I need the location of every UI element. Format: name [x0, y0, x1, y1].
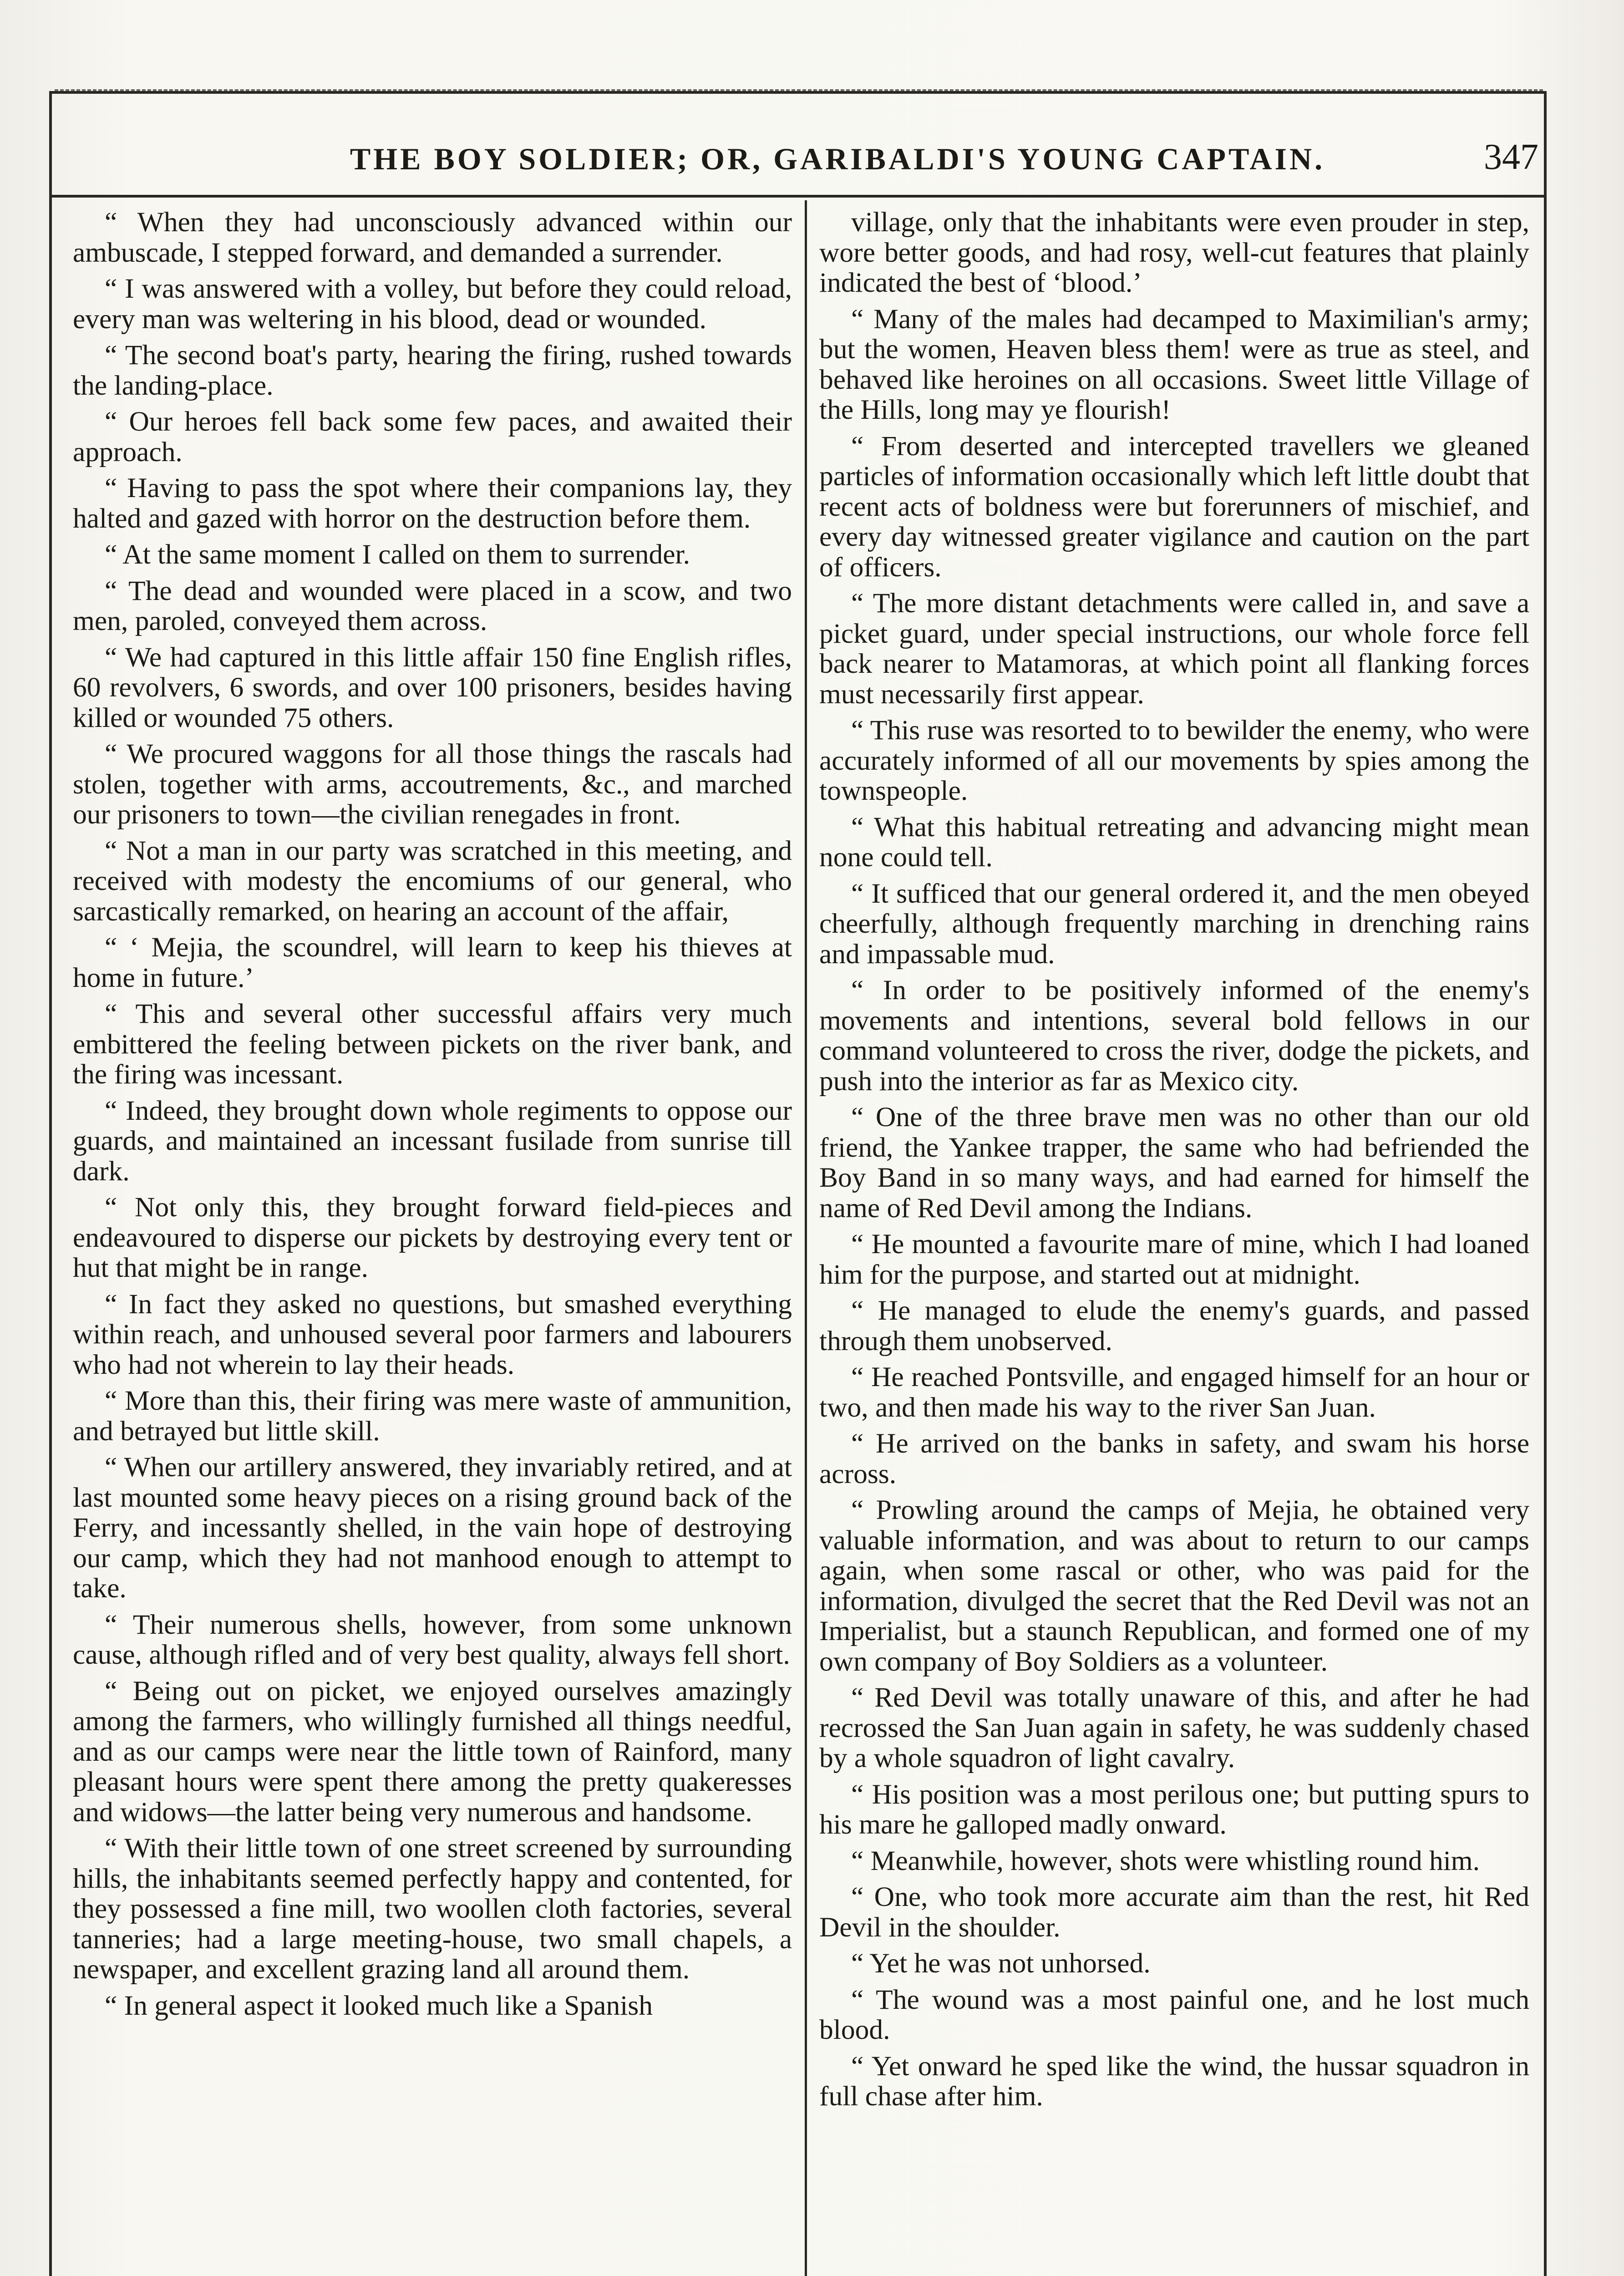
paragraph: “ In order to be positively informed of the enemy's movements and intentions, several bold fellows in our command volunteered to cross the river, dodge the pickets, and push into the interior as far as Mexico city.: [819, 975, 1529, 1097]
paragraph: “ We had captured in this little affair 150 fine English rifles, 60 revolvers, 6 swords, and over 100 prisoners, besides having killed or wounded 75 others.: [73, 641, 792, 733]
paragraph: “ Prowling around the camps of Mejia, he obtained very valuable information, and was about to return to our camps again, when some rascal or other, who was paid for the information, divulged the secret that the Red Devil was not an Imperialist, but a staunch Republican, and formed one of my own company of Boy Soldiers as a volunteer.: [819, 1494, 1529, 1677]
running-title: THE BOY SOLDIER; OR, GARIBALDI'S YOUNG CAPTAIN.: [350, 142, 1325, 176]
paragraph: “ This ruse was resorted to to bewilder the enemy, who were accurately informed of all our movements by spies among the townspeople.: [819, 715, 1529, 806]
page-number: 347: [1484, 137, 1538, 177]
paragraph: “ We procured waggons for all those things the rascals had stolen, together with arms, accoutrements, &c., and marched our prisoners to town—the civilian renegades in front.: [73, 738, 792, 830]
column-divider: [805, 200, 807, 2276]
paragraph: “ The second boat's party, hearing the firing, rushed towards the landing-place.: [73, 340, 792, 401]
paragraph: “ Indeed, they brought down whole regiments to oppose our guards, and maintained an incessant fusilade from sunrise till dark.: [73, 1095, 792, 1187]
left-text-column: [73, 207, 792, 2276]
paragraph: “ ‘ Mejia, the scoundrel, will learn to keep his thieves at home in future.’: [73, 932, 792, 993]
paragraph: village, only that the inhabitants were even prouder in step, wore better goods, and had rosy, well-cut features that plainly indicated the best of ‘blood.’: [819, 207, 1529, 298]
paragraph: “ Yet onward he sped like the wind, the hussar squadron in full chase after him.: [819, 2050, 1529, 2112]
paragraph: “ In general aspect it looked much like a Spanish: [105, 1990, 653, 2021]
paragraph: “ He managed to elude the enemy's guards, and passed through them unobserved.: [819, 1295, 1529, 1356]
paragraph: “ From deserted and intercepted travellers we gleaned particles of information occasionally which left little doubt that recent acts of boldness were but forerunners of mischief, and every day witnessed greater vigilance and caution on the part of officers.: [819, 430, 1529, 583]
paragraph: “ What this habitual retreating and advancing might mean none could tell.: [819, 811, 1529, 873]
page-header: [55, 137, 1543, 187]
paragraph: “ In fact they asked no questions, but smashed everything within reach, and unhoused several poor farmers and labourers who had not wherein to lay their heads.: [73, 1288, 792, 1380]
paragraph: “ With their little town of one street screened by surrounding hills, the inhabitants seemed perfectly happy and contented, for they possessed a fine mill, two woollen cloth factories, several tanneries; had a large meeting-house, two small chapels, a newspaper, and excellent grazing land all around them.: [73, 1833, 792, 1985]
paragraph: “ Yet he was not unhorsed.: [851, 1948, 1151, 1979]
paragraph: “ Not only this, they brought forward field-pieces and endeavoured to disperse our pickets by destroying every tent or hut that might be in range.: [73, 1192, 792, 1283]
paragraph: “ Their numerous shells, however, from some unknown cause, although rifled and of very best quality, always fell short.: [73, 1609, 792, 1670]
header-rule: [51, 195, 1544, 198]
paragraph: “ He mounted a favourite mare of mine, which I had loaned him for the purpose, and started out at midnight.: [819, 1229, 1529, 1290]
right-text-column: [819, 207, 1529, 2276]
paragraph: “ Having to pass the spot where their companions lay, they halted and gazed with horror on the destruction before them.: [73, 472, 792, 534]
paragraph: “ When our artillery answered, they invariably retired, and at last mounted some heavy pieces on a rising ground back of the Ferry, and incessantly shelled, in the vain hope of destroying our camp, which they had not manhood enough to attempt to take.: [73, 1452, 792, 1604]
paragraph: “ One of the three brave men was no other than our old friend, the Yankee trapper, the same who had befriended the Boy Band in so many ways, and had earned for himself the name of Red Devil among the Indians.: [819, 1102, 1529, 1224]
paragraph: “ Many of the males had decamped to Maximilian's army; but the women, Heaven bless them! were as true as steel, and behaved like heroines on all occasions. Sweet little Village of the Hills, long may ye flourish!: [819, 303, 1529, 425]
paragraph: “ He arrived on the banks in safety, and swam his horse across.: [819, 1428, 1529, 1489]
paragraph: “ When they had unconsciously advanced within our ambuscade, I stepped forward, and demanded a surrender.: [73, 207, 792, 268]
paragraph: “ I was answered with a volley, but before they could reload, every man was weltering in his blood, dead or wounded.: [73, 273, 792, 335]
paragraph: “ Our heroes fell back some few paces, and awaited their approach.: [73, 406, 792, 467]
paragraph: “ More than this, their firing was mere waste of ammunition, and betrayed but little skill.: [73, 1385, 792, 1447]
paragraph: “ It sufficed that our general ordered it, and the men obeyed cheerfully, although frequently marching in drenching rains and impassable mud.: [819, 878, 1529, 970]
paragraph: “ Meanwhile, however, shots were whistling round him.: [851, 1845, 1480, 1876]
paragraph: “ At the same moment I called on them to surrender.: [105, 539, 690, 570]
paragraph: “ This and several other successful affairs very much embittered the feeling between pickets on the river bank, and the firing was incessant.: [73, 998, 792, 1090]
paragraph: “ He reached Pontsville, and engaged himself for an hour or two, and then made his way to the river San Juan.: [819, 1362, 1529, 1423]
paragraph: “ His position was a most perilous one; but putting spurs to his mare he galloped madly onward.: [819, 1778, 1529, 1840]
paragraph: “ The more distant detachments were called in, and save a picket guard, under special instructions, our whole force fell back nearer to Matamoras, at which point all flanking forces must necessarily first appear.: [819, 588, 1529, 710]
paragraph: “ Not a man in our party was scratched in this meeting, and received with modesty the encomiums of our general, who sarcastically remarked, on hearing an account of the affair,: [73, 835, 792, 927]
paragraph: “ Red Devil was totally unaware of this, and after he had recrossed the San Juan again in safety, he was suddenly chased by a whole squadron of light cavalry.: [819, 1682, 1529, 1773]
paragraph: “ One, who took more accurate aim than the rest, hit Red Devil in the shoulder.: [819, 1881, 1529, 1943]
paragraph: “ Being out on picket, we enjoyed ourselves amazingly among the farmers, who willingly furnished all things needful, and as our camps were near the little town of Rainford, many pleasant hours were spent there among the pretty quakeresses and widows—the latter being very numerous and handsome.: [73, 1675, 792, 1828]
paragraph: “ The wound was a most painful one, and he lost much blood.: [819, 1984, 1529, 2045]
paragraph: “ The dead and wounded were placed in a scow, and two men, paroled, conveyed them across.: [73, 575, 792, 636]
